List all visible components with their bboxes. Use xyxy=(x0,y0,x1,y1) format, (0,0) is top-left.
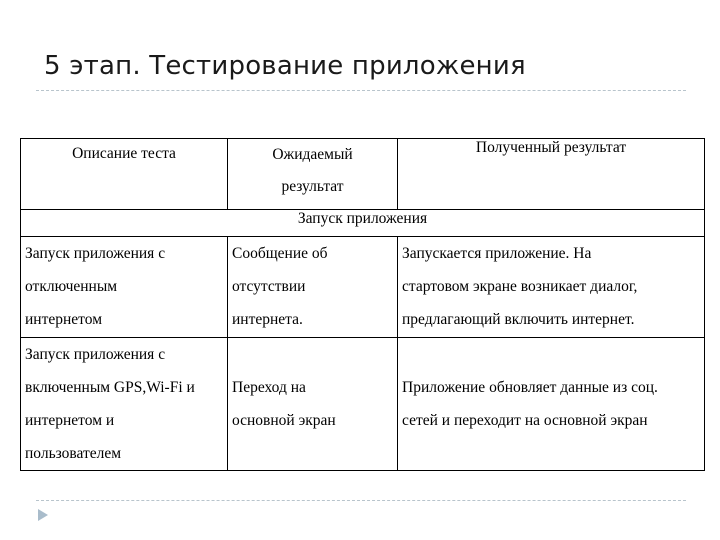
row2-actual-line: Приложение обновляет данные из соц. xyxy=(402,379,658,396)
row2-expected-line: Переход на xyxy=(232,379,306,396)
footer-divider xyxy=(36,500,686,501)
row1-actual-line: стартовом экране возникает диалог, xyxy=(402,278,638,295)
triangle-right-icon[interactable] xyxy=(36,508,50,522)
row2-actual xyxy=(398,338,705,471)
row1-actual-line: предлагающий включить интернет. xyxy=(402,311,635,328)
row2-description-line: интернетом и xyxy=(25,412,115,429)
row1-actual-line: Запускается приложение. На xyxy=(402,245,592,262)
row2-expected xyxy=(228,338,398,471)
section-label: Запуск приложения xyxy=(21,210,705,237)
slide-title: 5 этап. Тестирование приложения xyxy=(44,51,526,81)
header-expected-line2: результат xyxy=(281,178,344,195)
row2-expected-line: основной экран xyxy=(232,412,336,429)
header-actual xyxy=(398,139,705,210)
row1-description xyxy=(21,237,228,338)
header-expected-line1: Ожидаемый xyxy=(272,146,353,163)
row2-description-line: Запуск приложения с xyxy=(25,346,166,363)
row1-expected-line: отсутствии xyxy=(232,278,306,295)
header-description-label: Описание теста xyxy=(72,145,176,162)
row2-actual-line: сетей и переходит на основной экран xyxy=(402,412,648,429)
row1-expected-line: Сообщение об xyxy=(232,245,328,262)
row1-expected-line: интернета. xyxy=(232,311,303,328)
row2-description-line: включенным GPS,Wi-Fi и xyxy=(25,379,195,396)
test-table xyxy=(20,138,705,471)
row2-description-line: пользователем xyxy=(25,445,122,462)
row1-description-line: Запуск приложения с xyxy=(25,245,166,262)
table-row xyxy=(21,237,705,338)
header-description xyxy=(21,139,228,210)
title-divider xyxy=(36,90,686,91)
row1-description-line: отключенным xyxy=(25,278,118,295)
header-row xyxy=(21,139,705,210)
row1-expected xyxy=(228,237,398,338)
header-actual-label: Полученный результат xyxy=(475,139,627,156)
header-expected xyxy=(228,139,398,210)
table-row xyxy=(21,338,705,471)
row1-description-line: интернетом xyxy=(25,311,103,328)
section-row xyxy=(21,210,705,237)
row2-description xyxy=(21,338,228,471)
row1-actual xyxy=(398,237,705,338)
